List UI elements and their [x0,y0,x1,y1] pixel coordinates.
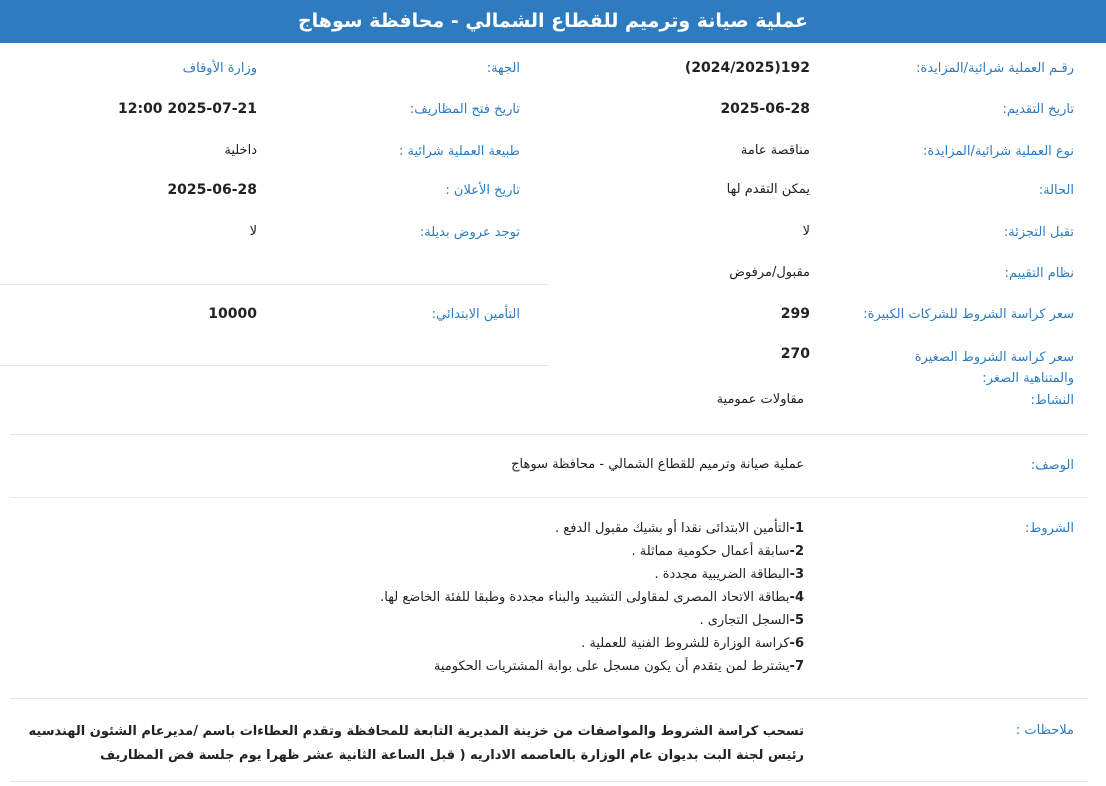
open-envelopes-date-value: 2025-07-21 12:00 [117,101,257,117]
status-value: يمكن التقدم لها [726,182,810,197]
operation-type-value: مناقصة عامة [740,143,810,158]
divider [10,698,1088,699]
announcement-date-value: 2025-06-28 [167,182,257,198]
conditions-list [244,517,804,678]
open-envelopes-date-label: تاريخ فتح المظاريف: [409,102,520,117]
notes-value: تسحب كراسة الشروط والمواصفات من خزينة المديرية التابعة للمحافظة وتقدم العطاءات باسم /مديرعام الشئون الهندسيه رئيس لجنة البت بديوان عام الوزارة بالعاصمه الاداريه ( قبل الساعة الثانية عشر ظهرا يوم جلسة فض المظاريف [28,724,804,763]
divider [0,365,549,366]
accept-splitting-label: تقبل التجزئة: [1003,225,1074,240]
condition-item: 4-بطاقة الاتحاد المصرى لمقاولى التشييد والبناء مجددة وطبقا للفئة الخاضع لها. [380,590,804,605]
big-companies-price-value: 299 [780,306,810,322]
announcement-date-label: تاريخ الأعلان : [445,183,520,198]
entity-value[interactable]: وزارة الأوقاف [182,61,257,76]
operation-nature-value: داخلية [224,143,257,158]
condition-item: 3-البطاقة الضريبية مجددة . [654,567,804,582]
divider [10,434,1088,435]
condition-item: 5-السجل التجارى . [699,613,804,628]
conditions-label: الشروط: [1024,521,1074,536]
activity-label: النشاط: [1030,393,1074,408]
small-companies-price-value: 270 [780,346,810,362]
notes-label: ملاحظات : [1015,723,1074,738]
submit-date-label: تاريخ التقديم: [1002,102,1074,117]
divider [0,284,549,285]
status-label: الحالة: [1038,183,1074,198]
submit-date-value: 2025-06-28 [720,101,810,117]
description-value: عملية صيانة وترميم للقطاع الشمالي - محافظة سوهاج [511,457,804,472]
alternative-offers-value: لا [249,224,257,239]
big-companies-price-label: سعر كراسة الشروط للشركات الكبيرة: [863,307,1074,322]
evaluation-system-label: نظام التقييم: [1004,266,1074,281]
entity-label: الجهة: [486,61,520,76]
page-title: عملية صيانة وترميم للقطاع الشمالي - محافظة سوهاج [297,10,809,32]
page-header [0,0,1106,43]
operation-nature-label: طبيعة العملية شرائية : [399,144,520,159]
condition-item: 2-سابقة أعمال حكومية مماثلة . [631,544,804,559]
accept-splitting-value: لا [802,224,810,239]
condition-item: 7-يشترط لمن يتقدم أن يكون مسجل على بوابة المشتريات الحكومية [433,659,804,674]
activity-value: مقاولات عمومية [716,392,804,407]
condition-item: 1-التأمين الابتدائى نقدا أو بشيك مقبول الدفع . [555,521,804,536]
operation-number-value: 192(2024/2025) [684,60,810,76]
evaluation-system-value: مقبول/مرفوض [729,265,810,280]
initial-insurance-label: التأمين الابتدائي: [431,307,520,322]
operation-number-label: رقـم العملية شرائية/المزايدة: [916,61,1074,76]
operation-type-label: نوع العملية شرائية/المزايدة: [923,144,1074,159]
alternative-offers-label: توجد عروض بديلة: [419,225,520,240]
divider [10,781,1088,782]
divider [10,497,1088,498]
description-label: الوصف: [1030,458,1074,473]
small-companies-price-label: سعر كراسة الشروط الصغيرة والمتناهية الصغر: [914,350,1074,386]
condition-item: 6-كراسة الوزارة للشروط الفنية للعملية . [581,636,804,651]
initial-insurance-value: 10000 [208,306,257,322]
